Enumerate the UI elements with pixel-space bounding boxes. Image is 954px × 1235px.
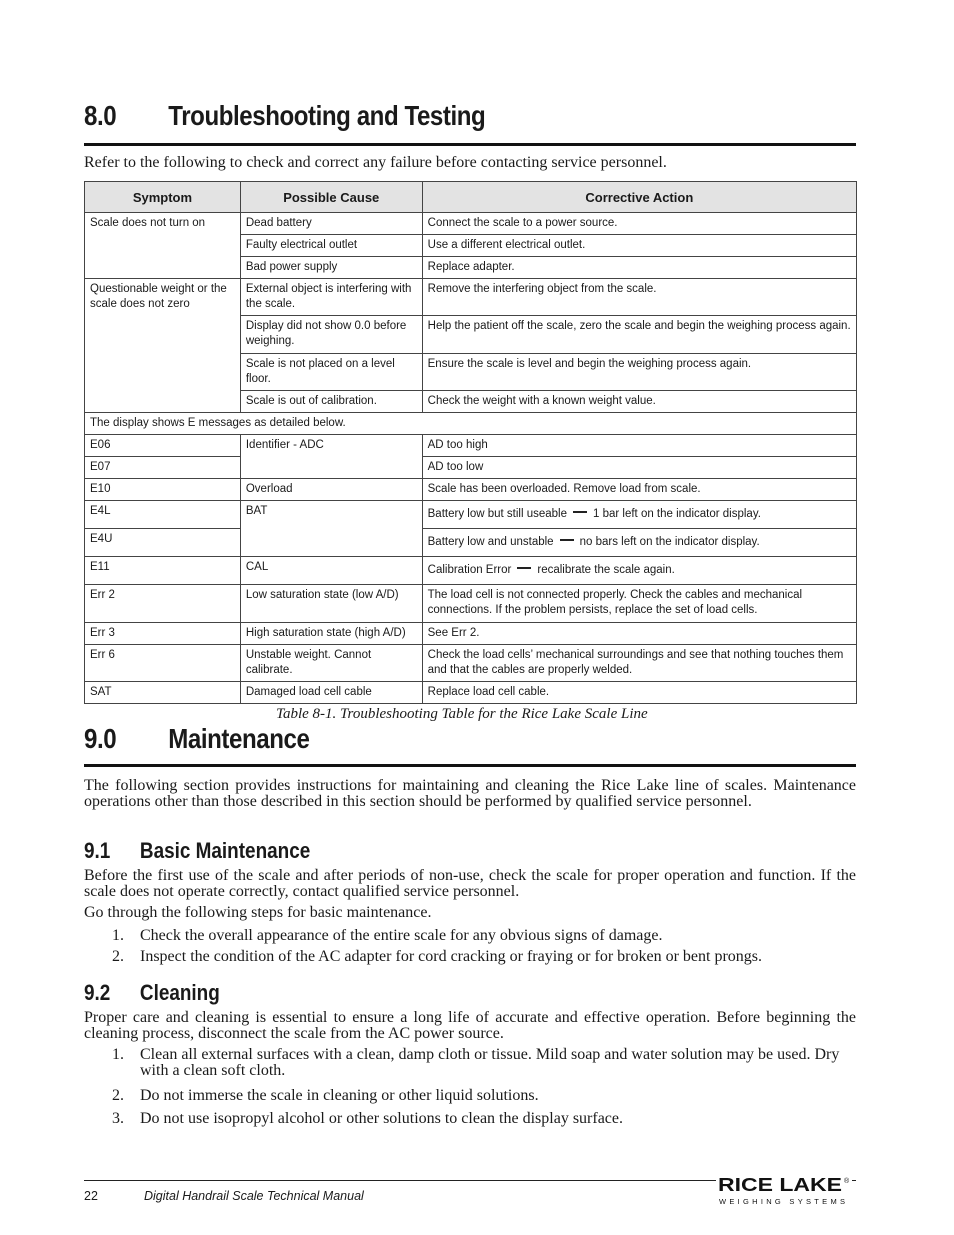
list-item	[112, 928, 857, 944]
symptom-cell: Questionable weight or the scale does not zero	[85, 279, 241, 413]
action-cell: Ensure the scale is level and begin the weighing process again.	[422, 354, 856, 391]
section-9-intro: The following section provides instructions for maintaining and cleaning the Rice Lake line of scales. Maintenance operations other than those described in this section should be performed by qualified service personnel.	[84, 777, 856, 810]
action-cell: Scale has been overloaded. Remove load from scale.	[422, 479, 856, 501]
paragraph: Before the first use of the scale and after periods of non-use, check the scale for proper operation and function. If the scale does not operate correctly, contact qualified service personnel.	[84, 867, 856, 900]
cause-cell: Low saturation state (low A/D)	[240, 585, 422, 623]
symptom-cell: E4L	[85, 501, 241, 529]
symptom-cell: E4U	[85, 529, 241, 557]
table-row	[85, 213, 857, 235]
column-header: Corrective Action	[422, 182, 856, 213]
paragraph: Proper care and cleaning is essential to ensure a long life of accurate and effective operation. Before beginning the cleaning process, disconnect the scale from the AC power source.	[84, 1009, 856, 1042]
action-cell: AD too low	[422, 457, 856, 479]
paragraph: Go through the following steps for basic maintenance.	[84, 904, 432, 921]
list-item	[112, 1111, 857, 1127]
action-text: Calibration Error	[427, 564, 512, 576]
list-text: Clean all external surfaces with a clean, damp cloth or tissue. Mild soap and water solution may be used. Dry with a clean soft cloth.	[140, 1046, 840, 1079]
logo-registered: ®	[844, 1178, 850, 1185]
symptom-cell: E07	[85, 457, 241, 479]
table-row	[85, 529, 857, 557]
table-row	[85, 682, 857, 704]
cause-cell: CAL	[240, 557, 422, 585]
heading-rule	[84, 764, 856, 767]
span-cell: The display shows E messages as detailed below.	[85, 413, 857, 435]
table-row	[85, 435, 857, 457]
action-cell: Check the weight with a known weight value.	[422, 391, 856, 413]
section-9-2-heading	[84, 980, 220, 1006]
action-cell: Check the load cells’ mechanical surroundings and see that nothing touches them and that the cables are properly welded.	[422, 645, 856, 682]
em-dash	[573, 511, 587, 513]
section-8-intro: Refer to the following to check and correct any failure before contacting service personnel.	[84, 154, 667, 171]
column-header: Possible Cause	[240, 182, 422, 213]
table-row	[85, 585, 857, 623]
heading-rule	[84, 143, 856, 146]
symptom-cell: E10	[85, 479, 241, 501]
action-cell: Replace adapter.	[422, 257, 856, 279]
section-number: 9.2	[84, 980, 111, 1005]
action-cell: Replace load cell cable.	[422, 682, 856, 704]
list-item	[112, 949, 857, 965]
cause-cell: Overload	[240, 479, 422, 501]
action-cell	[422, 557, 856, 585]
section-title: Basic Maintenance	[139, 838, 311, 863]
list-number: 3.	[112, 1110, 124, 1127]
action-text: no bars left on the indicator display.	[579, 536, 760, 548]
table-row	[85, 279, 857, 316]
action-cell: Use a different electrical outlet.	[422, 235, 856, 257]
symptom-cell: E11	[85, 557, 241, 585]
action-text: Battery low but still useable	[427, 508, 567, 520]
em-dash	[517, 567, 531, 569]
symptom-cell: Err 3	[85, 623, 241, 645]
action-cell: AD too high	[422, 435, 856, 457]
list-item	[112, 1047, 857, 1079]
action-text: 1 bar left on the indicator display.	[593, 508, 761, 520]
cause-cell: Scale is not placed on a level floor.	[240, 354, 422, 391]
cause-cell: Identifier - ADC	[240, 435, 422, 479]
cause-cell: Faulty electrical outlet	[240, 235, 422, 257]
symptom-cell: Err 6	[85, 645, 241, 682]
troubleshooting-table	[84, 181, 857, 704]
logo-wordmark: RICE LAKE	[718, 1175, 842, 1195]
section-title: Maintenance	[168, 723, 310, 754]
rice-lake-logo	[714, 1172, 854, 1208]
action-cell: Remove the interfering object from the scale.	[422, 279, 856, 316]
table-row	[85, 479, 857, 501]
cause-cell: Unstable weight. Cannot calibrate.	[240, 645, 422, 682]
action-cell	[422, 529, 856, 557]
section-title: Cleaning	[139, 980, 220, 1005]
list-text: Inspect the condition of the AC adapter for cord cracking or fraying or for broken or bent prongs.	[140, 948, 763, 965]
action-cell: See Err 2.	[422, 623, 856, 645]
action-cell: Connect the scale to a power source.	[422, 213, 856, 235]
list-text: Check the overall appearance of the entire scale for any obvious signs of damage.	[140, 927, 663, 944]
table-row	[85, 413, 857, 435]
list-number: 2.	[112, 948, 124, 965]
logo-tagline: WEIGHING SYSTEMS	[719, 1197, 845, 1206]
cause-cell: Scale is out of calibration.	[240, 391, 422, 413]
cause-cell: External object is interfering with the scale.	[240, 279, 422, 316]
cause-cell: Display did not show 0.0 before weighing.	[240, 316, 422, 354]
section-9-1-heading	[84, 838, 310, 864]
action-cell: The load cell is not connected properly. Check the cables and mechanical connections. If the problem persists, replace the set of load cells.	[422, 585, 856, 623]
section-number: 9.0	[84, 723, 117, 754]
em-dash	[560, 539, 574, 541]
list-number: 2.	[112, 1087, 124, 1104]
action-text: Battery low and unstable	[427, 536, 554, 548]
table-row	[85, 501, 857, 529]
cause-cell: Damaged load cell cable	[240, 682, 422, 704]
cause-cell: Bad power supply	[240, 257, 422, 279]
section-8-heading	[84, 100, 485, 132]
cause-cell: BAT	[240, 501, 422, 557]
section-title: Troubleshooting and Testing	[168, 100, 486, 131]
table-row	[85, 645, 857, 682]
table-row	[85, 623, 857, 645]
action-cell	[422, 501, 856, 529]
symptom-cell: Err 2	[85, 585, 241, 623]
cause-cell: High saturation state (high A/D)	[240, 623, 422, 645]
list-item	[112, 1088, 857, 1104]
list-number: 1.	[112, 927, 124, 944]
section-9-heading	[84, 723, 309, 755]
symptom-cell: Scale does not turn on	[85, 213, 241, 279]
section-number: 9.1	[84, 838, 111, 863]
action-cell: Help the patient off the scale, zero the scale and begin the weighing process again.	[422, 316, 856, 354]
manual-title: Digital Handrail Scale Technical Manual	[144, 1189, 364, 1203]
table-caption: Table 8-1. Troubleshooting Table for the Rice Lake Scale Line	[276, 706, 648, 722]
action-text: recalibrate the scale again.	[537, 564, 675, 576]
list-text: Do not use isopropyl alcohol or other solutions to clean the display surface.	[140, 1110, 624, 1127]
table-row	[85, 457, 857, 479]
column-header: Symptom	[85, 182, 241, 213]
list-number: 1.	[112, 1046, 124, 1063]
symptom-cell: E06	[85, 435, 241, 457]
list-text: Do not immerse the scale in cleaning or other liquid solutions.	[140, 1087, 539, 1104]
section-number: 8.0	[84, 100, 117, 131]
page-number: 22	[84, 1189, 98, 1203]
symptom-cell: SAT	[85, 682, 241, 704]
table-header-row	[85, 182, 857, 213]
cause-cell: Dead battery	[240, 213, 422, 235]
table-row	[85, 557, 857, 585]
